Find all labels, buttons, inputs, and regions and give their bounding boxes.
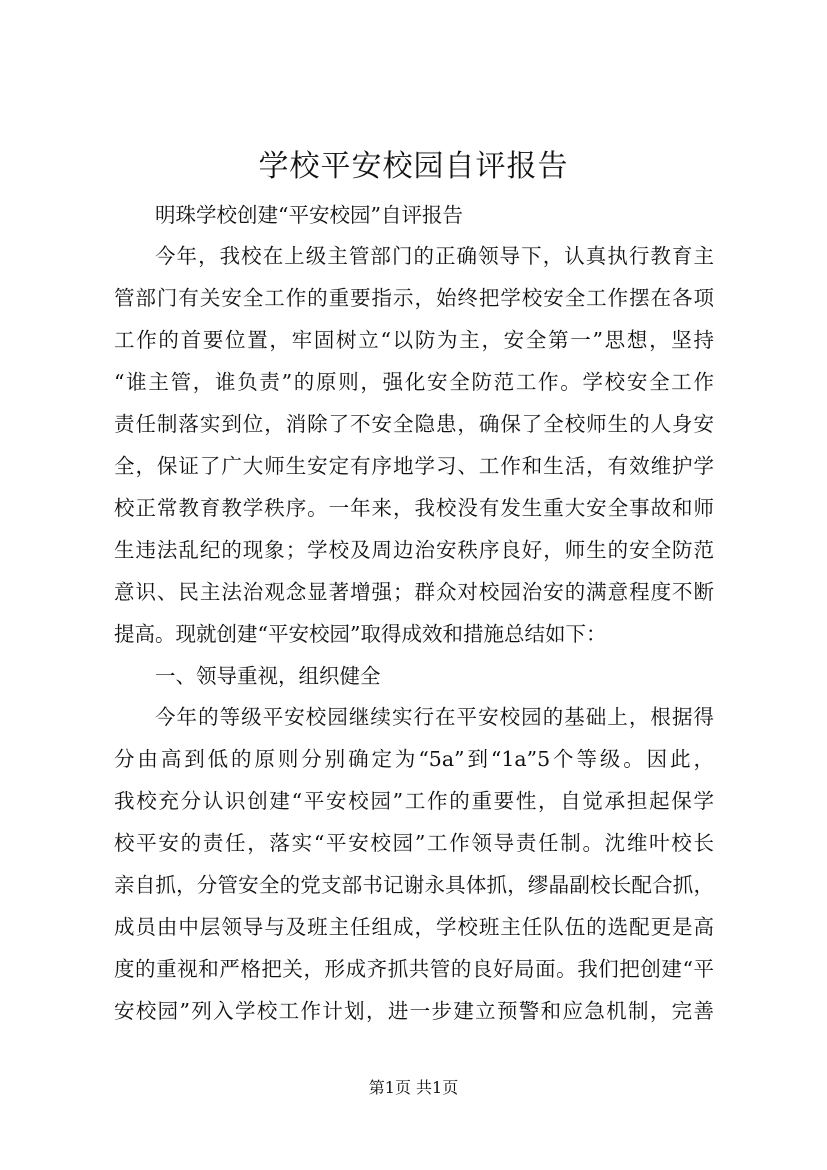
paragraph-line: 工作的首要位置，牢固树立“以防为主，安全第一”思想，坚持 — [114, 328, 714, 352]
paragraph-line: 生违法乱纪的现象；学校及周边治安秩序良好，师生的安全防范 — [114, 538, 714, 562]
document-title: 学校平安校园自评报告 — [258, 149, 569, 184]
section-heading: 一、领导重视，组织健全 — [155, 664, 381, 688]
paragraph-line: 今年，我校在上级主管部门的正确领导下，认真执行教育主 — [155, 244, 714, 268]
paragraph-line: 成员由中层领导与及班主任组成，学校班主任队伍的选配更是高 — [114, 915, 714, 939]
paragraph-line: 我校充分认识创建“平安校园”工作的重要性，自觉承担起保学 — [114, 789, 714, 813]
paragraph-line: “谁主管，谁负责”的原则，强化安全防范工作。学校安全工作 — [114, 370, 714, 394]
paragraph-line: 亲自抓，分管安全的党支部书记谢永具体抓，缪晶副校长配合抓， — [114, 873, 714, 897]
paragraph-line: 校正常教育教学秩序。一年来，我校没有发生重大安全事故和师 — [114, 496, 714, 520]
paragraph-line: 提高。现就创建“平安校园”取得成效和措施总结如下： — [114, 622, 607, 646]
paragraph-line: 管部门有关安全工作的重要指示，始终把学校安全工作摆在各项 — [114, 286, 714, 310]
paragraph-line: 安校园”列入学校工作计划，进一步建立预警和应急机制，完善 — [114, 999, 714, 1023]
paragraph-line: 全，保证了广大师生安定有序地学习、工作和生活，有效维护学 — [114, 454, 714, 478]
paragraph-line: 分由高到低的原则分别确定为“5a”到“1a”5个等级。因此， — [114, 747, 714, 771]
document-subtitle: 明珠学校创建“平安校园”自评报告 — [155, 203, 463, 227]
paragraph-line: 校平安的责任，落实“平安校园”工作领导责任制。沈维叶校长 — [114, 831, 714, 855]
page-footer: 第1页 共1页 — [368, 1078, 459, 1097]
paragraph-line: 度的重视和严格把关，形成齐抓共管的良好局面。我们把创建“平 — [114, 957, 714, 981]
paragraph-line: 责任制落实到位，消除了不安全隐患，确保了全校师生的人身安 — [114, 412, 714, 436]
paragraph-line: 今年的等级平安校园继续实行在平安校园的基础上，根据得 — [155, 705, 714, 729]
paragraph-line: 意识、民主法治观念显著增强；群众对校园治安的满意程度不断 — [114, 580, 714, 604]
